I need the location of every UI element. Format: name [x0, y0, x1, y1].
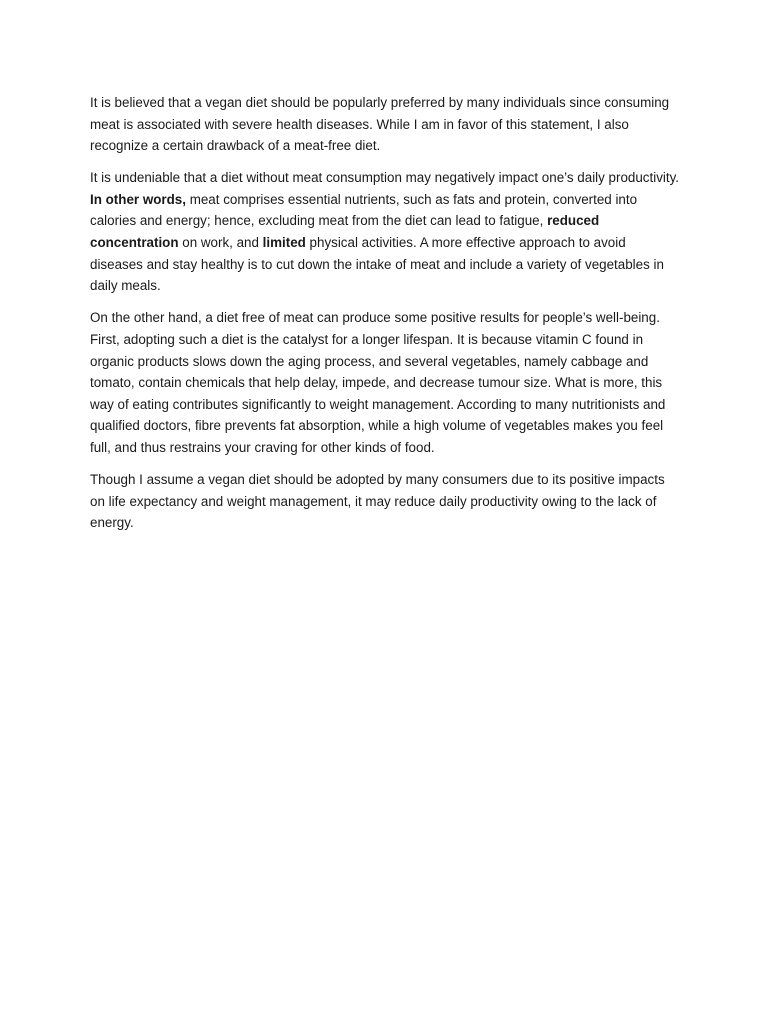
paragraph-benefits: On the other hand, a diet free of meat can produce some positive results for people’s well-being. First, adopting such a diet is the catalyst for a longer lifespan. It is because vitamin C found in organic products slows down the aging process, and several vegetables, namely cabbage and tomato, contain chemicals that help delay, impede, and decrease tumour size. What is more, this way of eating contributes significantly to weight management. According to many nutritionists and qualified doctors, fibre prevents fat absorption, while a high volume of vegetables makes you feel full, and thus restrains your craving for other kinds of food. — [90, 310, 666, 455]
paragraph-introduction: It is believed that a vegan diet should be popularly preferred by many individuals since consuming meat is associated with severe health diseases. While I am in favor of this statement, I also recognize a certain drawback of a meat-free diet. — [90, 95, 670, 154]
document-body — [90, 92, 682, 544]
bold-phrase-in-other-words: In other words, — [90, 191, 186, 207]
paragraph-text: on work, and — [178, 235, 263, 251]
paragraph-conclusion: Though I assume a vegan diet should be adopted by many consumers due to its positive impacts on life expectancy and weight management, it may reduce daily productivity owing to the lack of energy. — [90, 472, 665, 531]
bold-phrase-reduced-concentration: reduced concentration — [90, 213, 600, 251]
paragraph-text: It is undeniable that a diet without meat consumption may negatively impact one’s daily productivity. — [90, 170, 680, 186]
bold-phrase-limited: limited — [262, 235, 306, 251]
paragraph-drawback — [90, 167, 682, 297]
paragraph-text: meat comprises essential nutrients, such as fats and protein, converted into calories and energy; hence, excluding meat from the diet can lead to fatigue, — [90, 191, 638, 229]
paragraph-text: physical activities. A more effective approach to avoid diseases and stay healthy is to cut down the intake of meat and include a variety of vegetables in daily meals. — [90, 235, 664, 294]
